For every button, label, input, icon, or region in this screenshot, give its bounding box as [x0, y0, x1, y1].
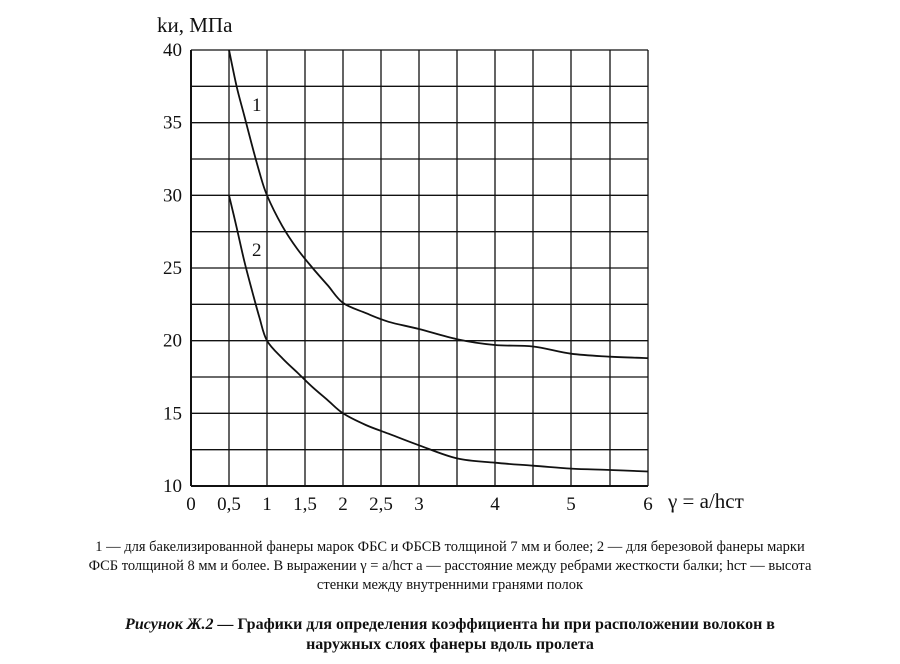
- x-tick-label: 2: [338, 494, 348, 515]
- x-tick-label: 3: [414, 494, 424, 515]
- y-tick-label: 15: [163, 403, 182, 425]
- x-axis-label: γ = a/hст: [668, 489, 744, 513]
- legend-note-line: стенки между внутренними гранями полок: [316, 577, 584, 593]
- y-tick-label: 40: [163, 40, 182, 61]
- x-tick-label: 0,5: [217, 494, 241, 515]
- y-tick-label: 30: [163, 185, 182, 207]
- x-tick-labels: [186, 494, 653, 515]
- legend-note: [30, 538, 870, 595]
- caption-line2: наружных слоях фанеры вдоль пролета: [306, 636, 594, 653]
- series-line-2: [229, 195, 648, 471]
- y-tick-label: 20: [163, 330, 182, 352]
- y-tick-label: 25: [163, 258, 182, 279]
- caption-text: Графики для определения коэффициента hи при расположении волокон в: [233, 616, 775, 633]
- x-tick-label: 2,5: [369, 494, 393, 515]
- y-tick-labels: [163, 40, 182, 497]
- series-label-2: 2: [252, 240, 262, 261]
- y-axis-label: kи, МПа: [157, 13, 233, 37]
- chart-curves: [229, 50, 648, 472]
- x-tick-label: 4: [490, 494, 500, 515]
- x-tick-label: 1: [262, 494, 272, 515]
- x-tick-label: 0: [186, 494, 196, 515]
- series-line-1: [229, 50, 648, 358]
- y-tick-label: 35: [163, 112, 182, 134]
- x-tick-label: 6: [643, 494, 653, 515]
- legend-note-line: ФСБ толщиной 8 мм и более. В выражении γ = a/hст a — расстояние между ребрами жесткости балки; hст — высота: [88, 558, 812, 574]
- x-tick-label: 1,5: [293, 494, 317, 515]
- y-tick-label: 10: [163, 476, 182, 497]
- figure-caption: [40, 615, 860, 655]
- legend-note-line: 1 — для бакелизированной фанеры марок ФБС и ФБСВ толщиной 7 мм и более; 2 — для березовой фанеры марки: [95, 539, 805, 555]
- series-label-1: 1: [252, 95, 262, 116]
- x-tick-label: 5: [566, 494, 576, 515]
- caption-lead: Рисунок Ж.2 —: [125, 616, 234, 633]
